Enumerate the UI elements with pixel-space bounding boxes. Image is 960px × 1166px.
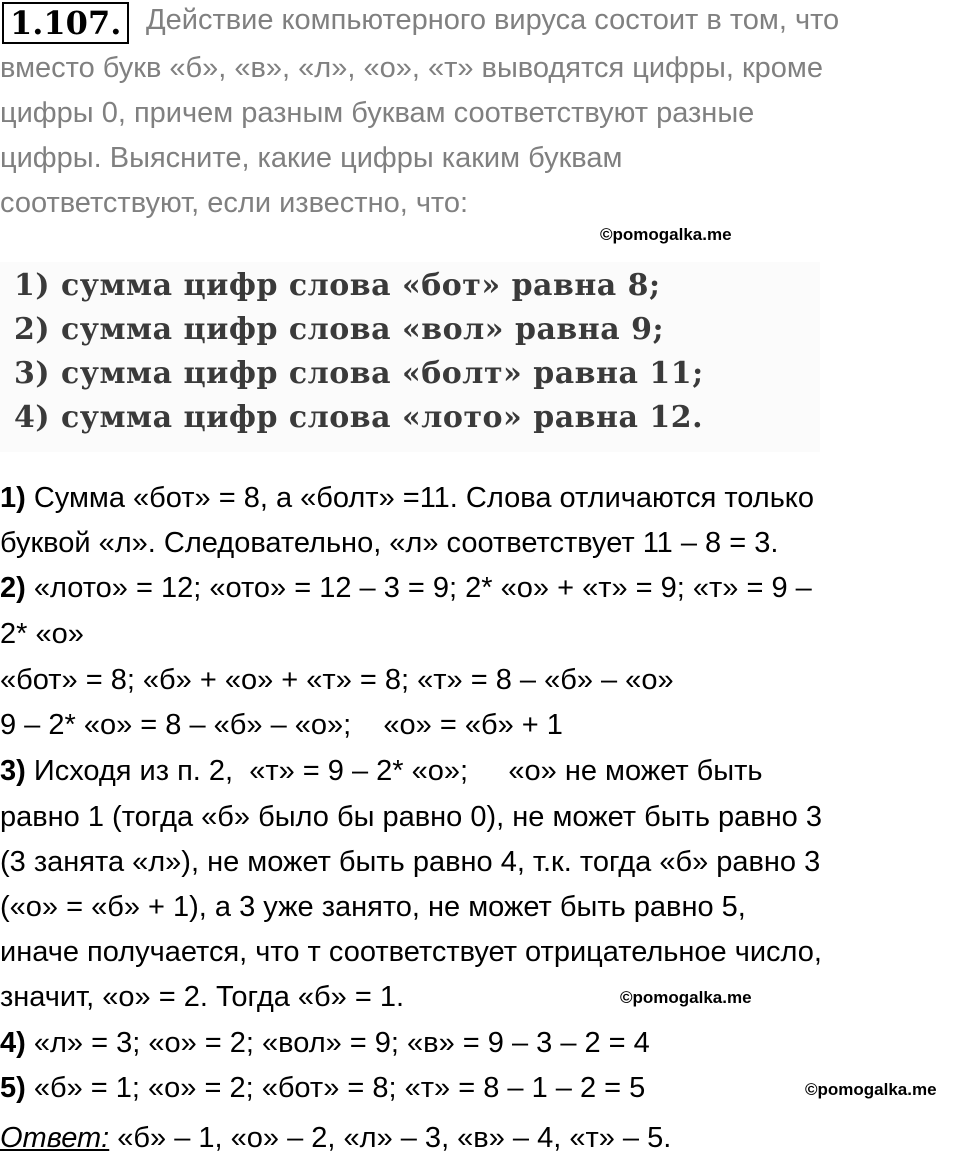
- step-number: 4): [0, 1027, 26, 1059]
- task-text-line: Действие компьютерного вируса состоит в том, что: [146, 4, 840, 36]
- watermark: ©pomogalka.me: [805, 1080, 937, 1099]
- condition-item: 1) сумма цифр слова «бот» равна 8;: [14, 268, 661, 303]
- solution-line: [0, 936, 822, 969]
- watermark: ©pomogalka.me: [620, 988, 752, 1007]
- solution-line: [0, 709, 563, 742]
- solution-line: [0, 618, 84, 651]
- step-number: 5): [0, 1072, 26, 1104]
- solution-line: [0, 664, 674, 697]
- solution-line: [0, 527, 778, 560]
- solution-line: [0, 801, 822, 834]
- task-number: 1.107.: [2, 2, 129, 44]
- solution-text: «лото» = 12; «ото» = 12 – 3 = 9; 2* «о» + «т» = 9; «т» = 9 –: [25, 572, 812, 604]
- solution-text: «б» = 1; «о» = 2; «бот» = 8; «т» = 8 – 1 – 2 = 5: [25, 1072, 646, 1104]
- condition-item: 3) сумма цифр слова «болт» равна 11;: [14, 356, 704, 391]
- solution-text: Сумма «бот» = 8, а «болт» =11. Слова отличаются только: [25, 482, 814, 514]
- solution-text: 2* «о»: [0, 618, 84, 650]
- solution-text: 9 – 2* «о» = 8 – «б» – «о»; «о» = «б» + 1: [0, 709, 563, 741]
- conditions-image: [0, 262, 820, 452]
- solution-text: буквой «л». Следовательно, «л» соответствует 11 – 8 = 3.: [0, 527, 779, 559]
- solution-line: [0, 572, 812, 605]
- task-text-line: вместо букв «б», «в», «л», «о», «т» выводятся цифры, кроме: [0, 52, 823, 84]
- task-text-line: цифры. Выясните, какие цифры каким буквам: [0, 142, 623, 174]
- condition-item: 2) сумма цифр слова «вол» равна 9;: [14, 312, 665, 347]
- solution-text: иначе получается, что т соответствует отрицательное число,: [0, 936, 822, 968]
- solution-text: равно 1 (тогда «б» было бы равно 0), не может быть равно 3: [0, 801, 822, 833]
- answer-label: Ответ:: [0, 1122, 110, 1154]
- solution-line: [0, 846, 820, 879]
- solution-text: «бот» = 8; «б» + «о» + «т» = 8; «т» = 8 – «б» – «о»: [0, 664, 674, 696]
- solution-line: [0, 482, 814, 515]
- step-number: 1): [0, 482, 26, 514]
- solution-text: «л» = 3; «о» = 2; «вол» = 9; «в» = 9 – 3 – 2 = 4: [25, 1027, 650, 1059]
- task-text-line: цифры 0, причем разным буквам соответствуют разные: [0, 97, 755, 129]
- step-number: 2): [0, 572, 26, 604]
- solution-line: [0, 981, 404, 1014]
- answer-text: «б» – 1, «о» – 2, «л» – 3, «в» – 4, «т» – 5.: [109, 1122, 672, 1154]
- solution-line: [0, 1027, 650, 1060]
- task-text-line: соответствуют, если известно, что:: [0, 187, 469, 219]
- step-number: 3): [0, 755, 26, 787]
- solution-text: Исходя из п. 2, «т» = 9 – 2* «о»; «о» не может быть: [25, 755, 763, 787]
- answer-line: [0, 1122, 671, 1155]
- solution-text: (3 занята «л»), не может быть равно 4, т.к. тогда «б» равно 3: [0, 846, 821, 878]
- solution-line: [0, 755, 763, 788]
- watermark: ©pomogalka.me: [600, 225, 732, 244]
- solution-line: [0, 891, 746, 924]
- condition-item: 4) сумма цифр слова «лото» равна 12.: [14, 400, 704, 435]
- solution-text: («о» = «б» + 1), а 3 уже занято, не может быть равно 5,: [0, 891, 746, 923]
- solution-text: значит, «о» = 2. Тогда «б» = 1.: [0, 981, 405, 1013]
- solution-line: [0, 1072, 645, 1105]
